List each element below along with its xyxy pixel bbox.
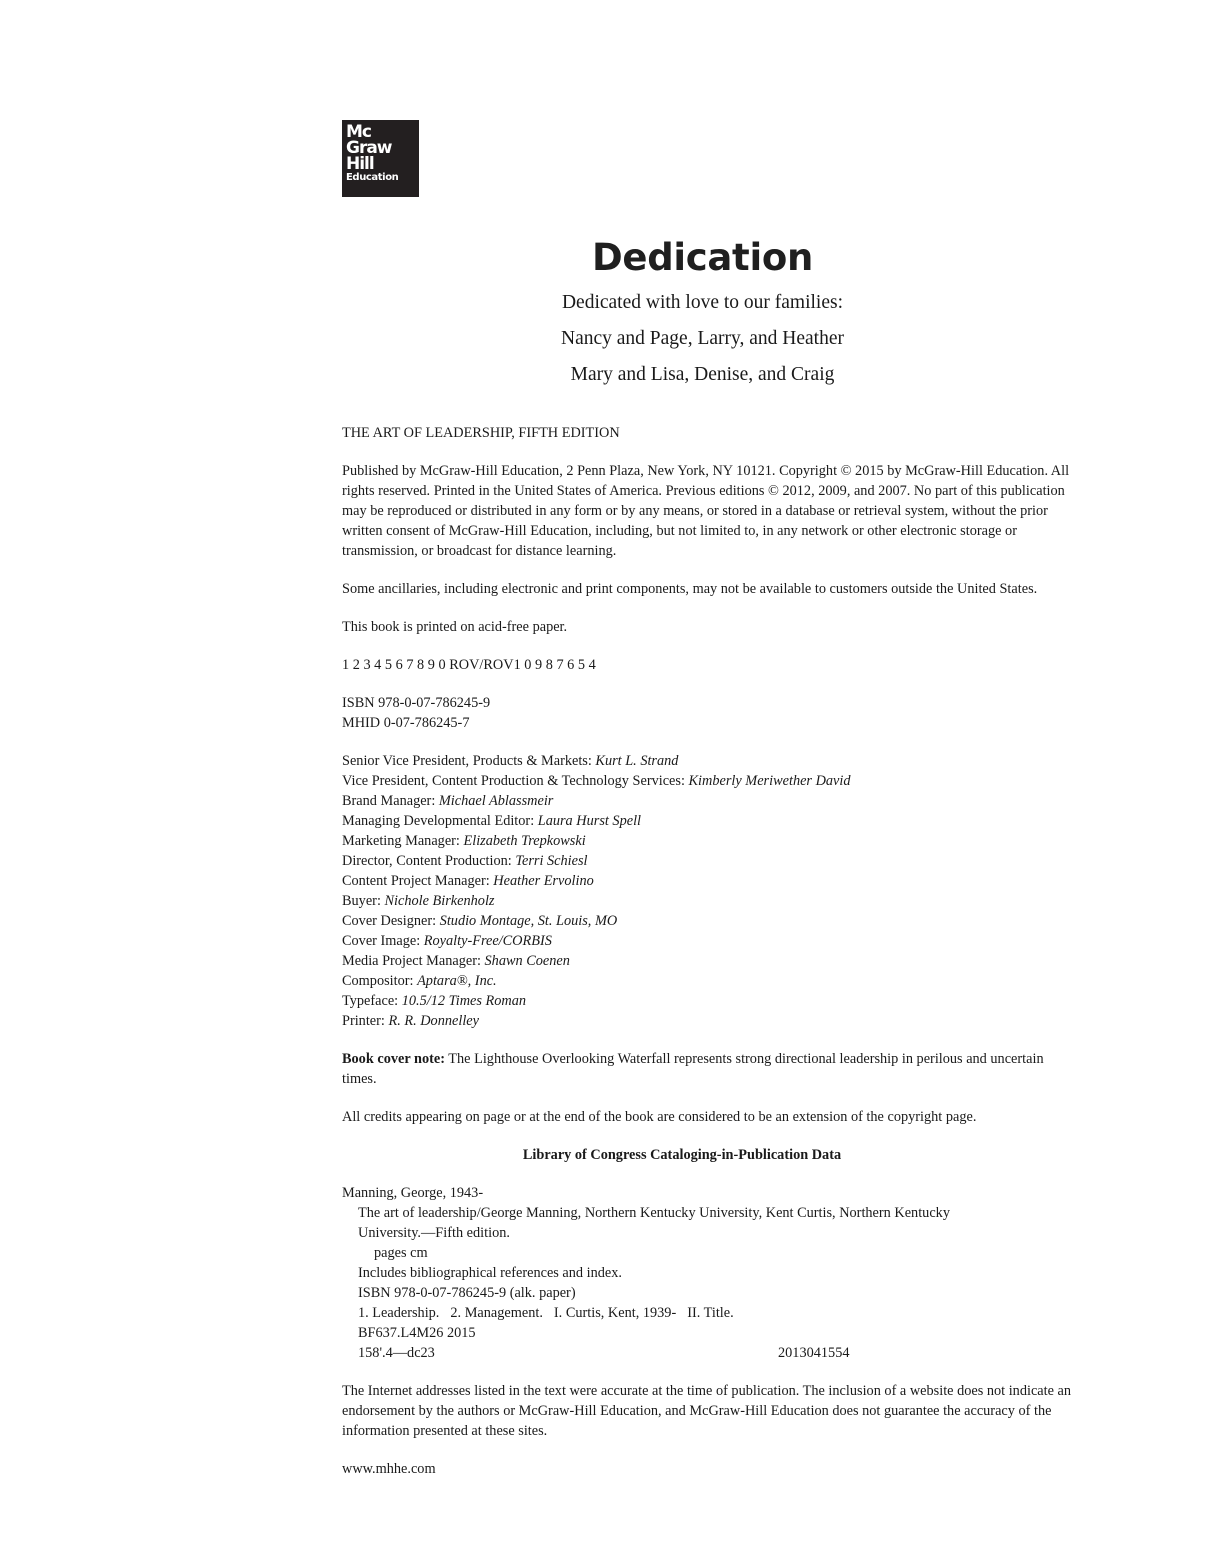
credit-row: [342, 911, 1072, 931]
credit-role: Brand Manager:: [342, 793, 439, 809]
credit-name: Kurt L. Strand: [595, 753, 679, 769]
credit-row: [342, 971, 1072, 991]
loc-title-line-cont: University.—Fifth edition.: [358, 1225, 510, 1241]
credit-row: [342, 791, 1072, 811]
credit-role: Managing Developmental Editor:: [342, 813, 538, 829]
credit-row: [342, 831, 1072, 851]
credit-role: Buyer:: [342, 893, 385, 909]
credit-row: [342, 871, 1072, 891]
copyright-body: [342, 423, 1072, 1479]
credits-list: [342, 751, 1072, 1031]
dedication-line-3: Mary and Lisa, Denise, and Craig: [570, 364, 835, 385]
cover-note-text: The Lighthouse Overlooking Waterfall represents strong directional leadership in perilous and uncertain times.: [342, 1051, 1044, 1087]
credit-row: [342, 851, 1072, 871]
publisher-paragraph: Published by McGraw-Hill Education, 2 Penn Plaza, New York, NY 10121. Copyright © 2015 by McGraw-Hill Education. All rights reserved. Printed in the United States of America. Previous editions © 2012, 2009, and 2007. No part of this publication may be reproduced or distributed in any form or by any means, or stored in a database or retrieval system, without the prior written consent of McGraw-Hill Education, including, but not limited to, in any network or other electronic storage or transmission, or broadcast for distance learning.: [342, 463, 1070, 559]
loc-author: Manning, George, 1943-: [342, 1185, 484, 1201]
credit-role: Media Project Manager:: [342, 953, 485, 969]
credit-name: Michael Ablassmeir: [438, 793, 554, 809]
internet-note: The Internet addresses listed in the text were accurate at the time of publication. The inclusion of a website does not indicate an endorsement by the authors or McGraw-Hill Education, and McGraw-Hill Education does not guarantee the accuracy of the information presented at these sites.: [342, 1383, 1072, 1439]
website-link[interactable]: www.mhhe.com: [342, 1461, 436, 1477]
credit-role: Cover Image:: [342, 933, 424, 949]
mhid: MHID 0-07-786245-7: [342, 715, 470, 731]
credit-row: [342, 951, 1072, 971]
loc-record: [342, 1183, 1072, 1363]
credit-name: Aptara®, Inc.: [417, 973, 497, 989]
loc-subject: II. Title.: [687, 1305, 734, 1321]
credit-role: Typeface:: [342, 993, 402, 1009]
loc-subject: 2. Management.: [450, 1305, 543, 1321]
logo-line-hill: Hill: [346, 154, 374, 175]
credit-role: Content Project Manager:: [342, 873, 494, 889]
loc-subject: I. Curtis, Kent, 1939-: [553, 1305, 677, 1321]
credit-name: 10.5/12 Times Roman: [401, 993, 527, 1009]
credit-name: Studio Montage, St. Louis, MO: [439, 913, 618, 929]
loc-title: Library of Congress Cataloging-in-Publication Data: [522, 1147, 842, 1163]
loc-includes: Includes bibliographical references and index.: [358, 1265, 622, 1281]
loc-lccn: 2013041554: [778, 1345, 850, 1361]
credit-row: [342, 811, 1072, 831]
loc-subjects: [342, 1303, 1072, 1323]
credit-role: Marketing Manager:: [342, 833, 464, 849]
credit-role: Senior Vice President, Products & Markets:: [342, 753, 596, 769]
credit-name: Heather Ervolino: [493, 873, 594, 889]
loc-subject: 1. Leadership.: [358, 1305, 440, 1321]
isbn: ISBN 978-0-07-786245-9: [342, 695, 491, 711]
credit-name: Laura Hurst Spell: [537, 813, 642, 829]
credit-role: Vice President, Content Production & Technology Services:: [342, 773, 689, 789]
logo-line-graw: Graw: [346, 138, 392, 159]
book-title: THE ART OF LEADERSHIP, FIFTH EDITION: [342, 425, 620, 441]
dedication-title: Dedication: [591, 236, 813, 279]
loc-pages: pages cm: [374, 1245, 428, 1261]
credit-role: Cover Designer:: [342, 913, 440, 929]
logo-line-education: Education: [346, 172, 399, 184]
credit-row: [342, 1011, 1072, 1031]
credit-row: [342, 771, 1072, 791]
mcgraw-hill-logo: [342, 120, 419, 197]
loc-classification-row: [342, 1343, 1072, 1363]
credit-role: Printer:: [342, 1013, 389, 1029]
paper-note: This book is printed on acid-free paper.: [342, 619, 568, 635]
credit-row: [342, 991, 1072, 1011]
credit-row: [342, 891, 1072, 911]
credit-name: Royalty-Free/CORBIS: [423, 933, 552, 949]
print-line: 1 2 3 4 5 6 7 8 9 0 ROV/ROV1 0 9 8 7 6 5 4: [342, 657, 596, 673]
credit-name: R. R. Donnelley: [388, 1013, 479, 1029]
credits-note: All credits appearing on page or at the end of the book are considered to be an extension of the copyright page.: [342, 1109, 977, 1125]
loc-isbn: ISBN 978-0-07-786245-9 (alk. paper): [358, 1285, 576, 1301]
loc-dewey: 158'.4—dc23: [358, 1345, 435, 1361]
credit-role: Director, Content Production:: [342, 853, 516, 869]
credit-name: Terri Schiesl: [515, 853, 588, 869]
ancillaries-paragraph: Some ancillaries, including electronic and print components, may not be available to customers outside the United States.: [342, 581, 1038, 597]
credit-name: Shawn Coenen: [484, 953, 570, 969]
credit-name: Elizabeth Trepkowski: [463, 833, 586, 849]
cover-note: [342, 1049, 1072, 1089]
credit-name: Nichole Birkenholz: [384, 893, 495, 909]
dedication-line-2: Nancy and Page, Larry, and Heather: [561, 328, 844, 349]
loc-title-line: The art of leadership/George Manning, Northern Kentucky University, Kent Curtis, Northern Kentucky: [358, 1205, 950, 1221]
credit-row: [342, 751, 1072, 771]
logo-line-mc: Mc: [346, 122, 371, 142]
credit-name: Kimberly Meriwether David: [688, 773, 851, 789]
loc-call-number: BF637.L4M26 2015: [358, 1325, 476, 1341]
credit-role: Compositor:: [342, 973, 418, 989]
credit-row: [342, 931, 1072, 951]
cover-note-label: Book cover note:: [342, 1051, 445, 1067]
dedication-line-1: Dedicated with love to our families:: [561, 292, 844, 313]
